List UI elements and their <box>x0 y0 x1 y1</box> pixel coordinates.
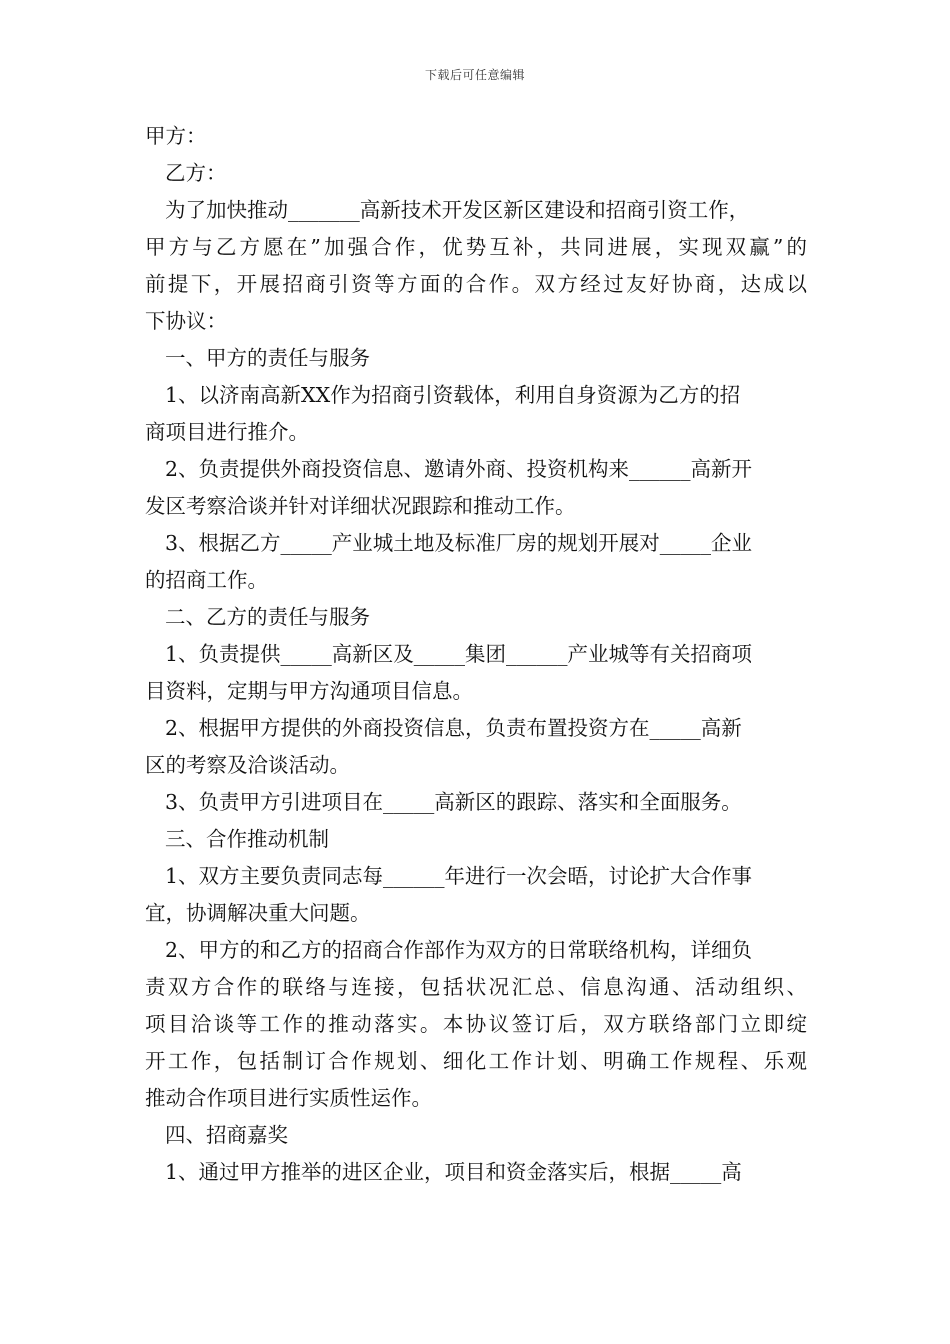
document-line: 商项目进行推介。 <box>145 420 309 444</box>
document-body <box>145 118 807 1191</box>
document-line: 甲方与乙方愿在”加强合作，优势互补，共同进展，实现双赢”的 <box>145 235 807 259</box>
document-line: 2、负责提供外商投资信息、邀请外商、投资机构来______高新开 <box>165 457 753 481</box>
document-line: 目资料，定期与甲方沟通项目信息。 <box>145 679 473 703</box>
document-line: 四、招商嘉奖 <box>165 1123 288 1147</box>
document-line: 前提下，开展招商引资等方面的合作。双方经过友好协商，达成以 <box>145 272 807 296</box>
document-line: 三、合作推动机制 <box>165 827 329 851</box>
document-line: 乙方： <box>165 161 227 185</box>
document-line: 3、负责甲方引进项目在_____高新区的跟踪、落实和全面服务。 <box>165 790 742 814</box>
document-line: 区的考察及洽谈活动。 <box>145 753 350 777</box>
document-line: 1、双方主要负责同志每______年进行一次会晤，讨论扩大合作事 <box>165 864 753 888</box>
document-line: 发区考察洽谈并针对详细状况跟踪和推动工作。 <box>145 494 576 518</box>
document-line: 1、负责提供_____高新区及_____集团______产业城等有关招商项 <box>165 642 753 666</box>
document-line: 二、乙方的责任与服务 <box>165 605 370 629</box>
document-line: 1、通过甲方推举的进区企业，项目和资金落实后，根据_____高 <box>165 1160 742 1184</box>
document-line: 2、根据甲方提供的外商投资信息，负责布置投资方在_____高新 <box>165 716 742 740</box>
document-line: 的招商工作。 <box>145 568 268 592</box>
document-line: 下协议： <box>145 309 227 333</box>
document-line: 宜，协调解决重大问题。 <box>145 901 371 925</box>
document-line: 2、甲方的和乙方的招商合作部作为双方的日常联络机构，详细负 <box>165 938 753 962</box>
document-line: 推动合作项目进行实质性运作。 <box>145 1086 432 1110</box>
document-line: 3、根据乙方_____产业城土地及标准厂房的规划开展对_____企业 <box>165 531 753 555</box>
document-line: 为了加快推动_______高新技术开发区新区建设和招商引资工作， <box>165 198 750 222</box>
document-line: 开工作，包括制订合作规划、细化工作计划、明确工作规程、乐观 <box>145 1049 807 1073</box>
document-line: 甲方： <box>145 124 207 148</box>
document-line: 一、甲方的责任与服务 <box>165 346 370 370</box>
document-line: 1、以济南高新XX作为招商引资载体，利用自身资源为乙方的招 <box>165 383 741 407</box>
document-line: 责双方合作的联络与连接，包括状况汇总、信息沟通、活动组织、 <box>145 975 807 999</box>
document-line: 项目洽谈等工作的推动落实。本协议签订后，双方联络部门立即绽 <box>145 1012 807 1036</box>
page-header: 下载后可任意编辑 <box>424 68 525 82</box>
